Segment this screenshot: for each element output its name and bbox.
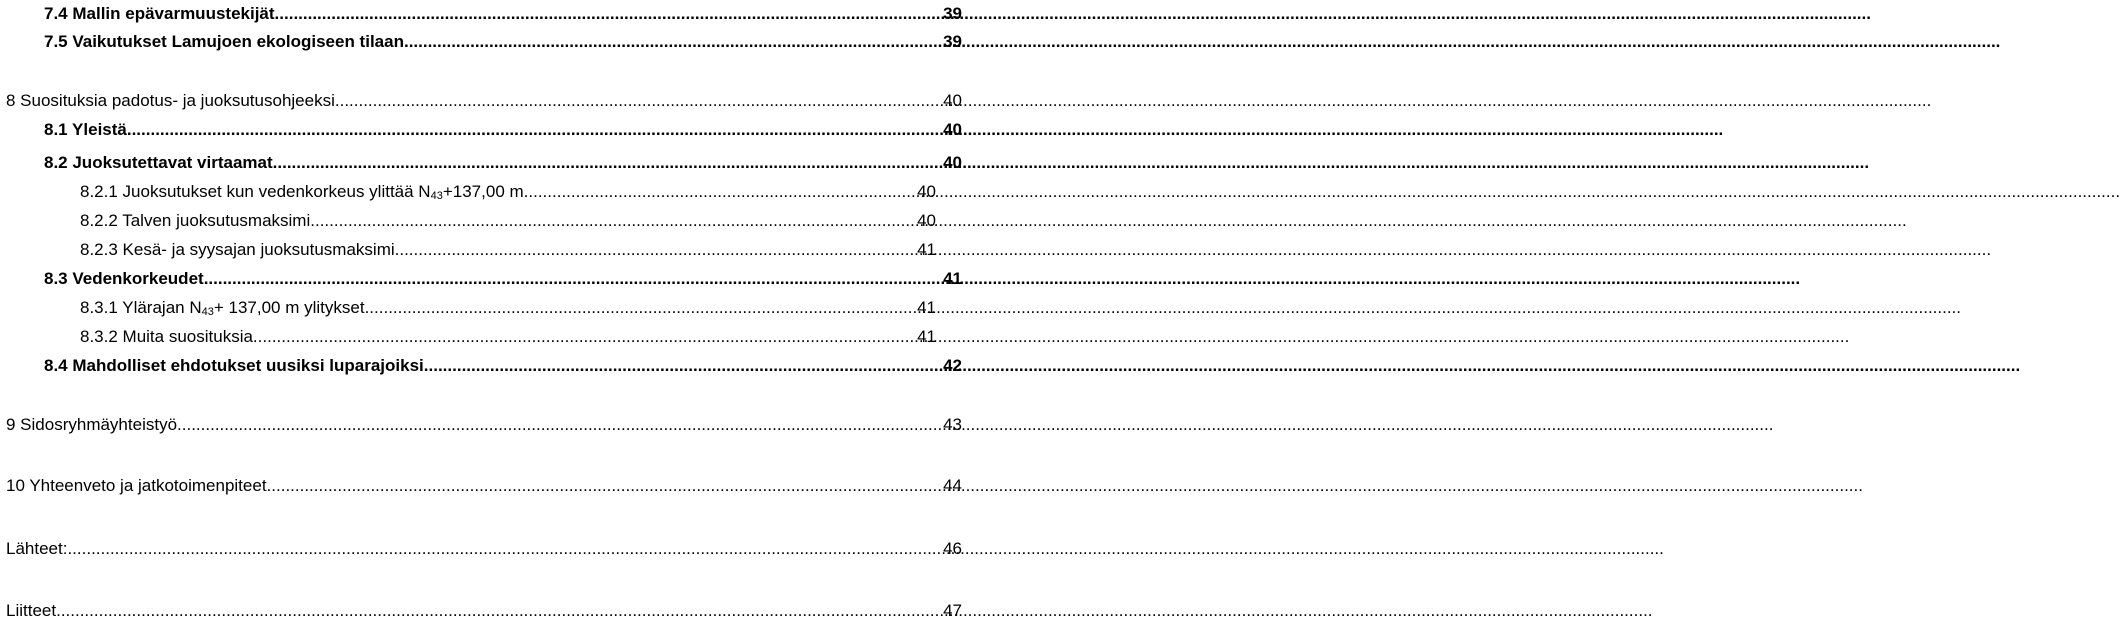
table-of-contents: [0, 0, 960, 636]
toc-entry-lahteet[interactable]: [6, 539, 962, 559]
toc-entry-page: 41: [917, 327, 936, 346]
toc-entry-page: 42: [943, 356, 962, 375]
toc-entry-page: 41: [943, 269, 962, 288]
toc-entry-8-1[interactable]: [44, 120, 962, 140]
toc-entry-title-end: + 137,00 m ylitykset: [213, 298, 365, 317]
toc-entry-title: 10 Yhteenveto ja jatkotoimenpiteet: [6, 476, 267, 495]
toc-leader-dots: [127, 120, 943, 140]
toc-entry-title: 8.2.2 Talven juoksutusmaksimi: [80, 211, 311, 230]
toc-entry-8-4[interactable]: [44, 356, 962, 376]
toc-entry-page: 40: [943, 153, 962, 172]
toc-leader-dots: [56, 601, 943, 621]
toc-entry-title: 8.1 Yleistä: [44, 120, 127, 139]
toc-leader-dots: [524, 182, 917, 202]
toc-entry-title-start: 8.3.1 Ylärajan N: [80, 298, 202, 317]
toc-leader-dots: [67, 539, 943, 559]
toc-entry-page: 46: [943, 539, 962, 558]
toc-entry-title-start: 8.2.1 Juoksutukset kun vedenkorkeus ylittää N: [80, 182, 431, 201]
toc-entry-title: 8 Suosituksia padotus- ja juoksutusohjeeksi: [6, 91, 335, 110]
toc-leader-dots: [365, 298, 918, 318]
toc-entry-8-2-3[interactable]: [80, 240, 936, 260]
toc-entry-title-subscript: 43: [201, 306, 214, 318]
toc-entry-page: 39: [943, 32, 962, 51]
toc-entry-title-subscript: 43: [430, 190, 443, 202]
toc-entry-title: 7.5 Vaikutukset Lamujoen ekologiseen tilaan: [44, 32, 404, 51]
toc-leader-dots: [275, 4, 944, 24]
toc-entry-title: Lähteet:: [6, 539, 68, 558]
toc-entry-title: 8.3 Vedenkorkeudet: [44, 269, 204, 288]
toc-entry-page: 44: [943, 476, 962, 495]
toc-entry-title: Liitteet: [6, 601, 57, 620]
toc-entry-page: 43: [943, 415, 962, 434]
toc-entry-7-5[interactable]: [44, 32, 962, 52]
toc-entry-page: 47: [943, 601, 962, 620]
toc-entry-title: 8.3.2 Muita suosituksia: [80, 327, 253, 346]
toc-entry-page: 40: [917, 182, 936, 201]
toc-leader-dots: [404, 32, 943, 52]
toc-leader-dots: [273, 153, 943, 173]
toc-leader-dots: [424, 356, 943, 376]
toc-entry-8-3-2[interactable]: [80, 327, 936, 347]
toc-entry-page: 40: [943, 120, 962, 139]
toc-entry-liitteet[interactable]: [6, 601, 962, 621]
toc-entry-title-end: +137,00 m: [442, 182, 524, 201]
toc-entry-title: 8.4 Mahdolliset ehdotukset uusiksi luparajoiksi: [44, 356, 424, 375]
toc-entry-page: 40: [917, 211, 936, 230]
toc-entry-8-3-1[interactable]: [80, 298, 936, 318]
toc-leader-dots: [253, 327, 917, 347]
toc-entry-8-2-1[interactable]: [80, 182, 936, 202]
toc-entry-title: [80, 182, 524, 202]
toc-entry-page: 41: [917, 240, 936, 259]
toc-entry-title: 8.2.3 Kesä- ja syysajan juoksutusmaksimi: [80, 240, 395, 259]
toc-entry-8[interactable]: [6, 91, 962, 111]
toc-entry-page: 41: [917, 298, 936, 317]
toc-entry-title: 7.4 Mallin epävarmuustekijät: [44, 4, 275, 23]
toc-entry-7-4[interactable]: [44, 4, 962, 24]
toc-leader-dots: [310, 211, 917, 231]
toc-leader-dots: [177, 415, 943, 435]
toc-entry-title: 8.2 Juoksutettavat virtaamat: [44, 153, 273, 172]
toc-entry-title: 9 Sidosryhmäyhteistyö: [6, 415, 178, 434]
toc-entry-9[interactable]: [6, 415, 962, 435]
toc-leader-dots: [204, 269, 943, 289]
toc-entry-10[interactable]: [6, 476, 962, 496]
toc-leader-dots: [335, 91, 943, 111]
toc-entry-8-2[interactable]: [44, 153, 962, 173]
toc-entry-title: [80, 298, 365, 318]
toc-leader-dots: [267, 476, 944, 496]
toc-entry-8-3[interactable]: [44, 269, 962, 289]
toc-leader-dots: [395, 240, 917, 260]
toc-entry-page: 39: [943, 4, 962, 23]
toc-entry-page: 40: [943, 91, 962, 110]
toc-entry-8-2-2[interactable]: [80, 211, 936, 231]
